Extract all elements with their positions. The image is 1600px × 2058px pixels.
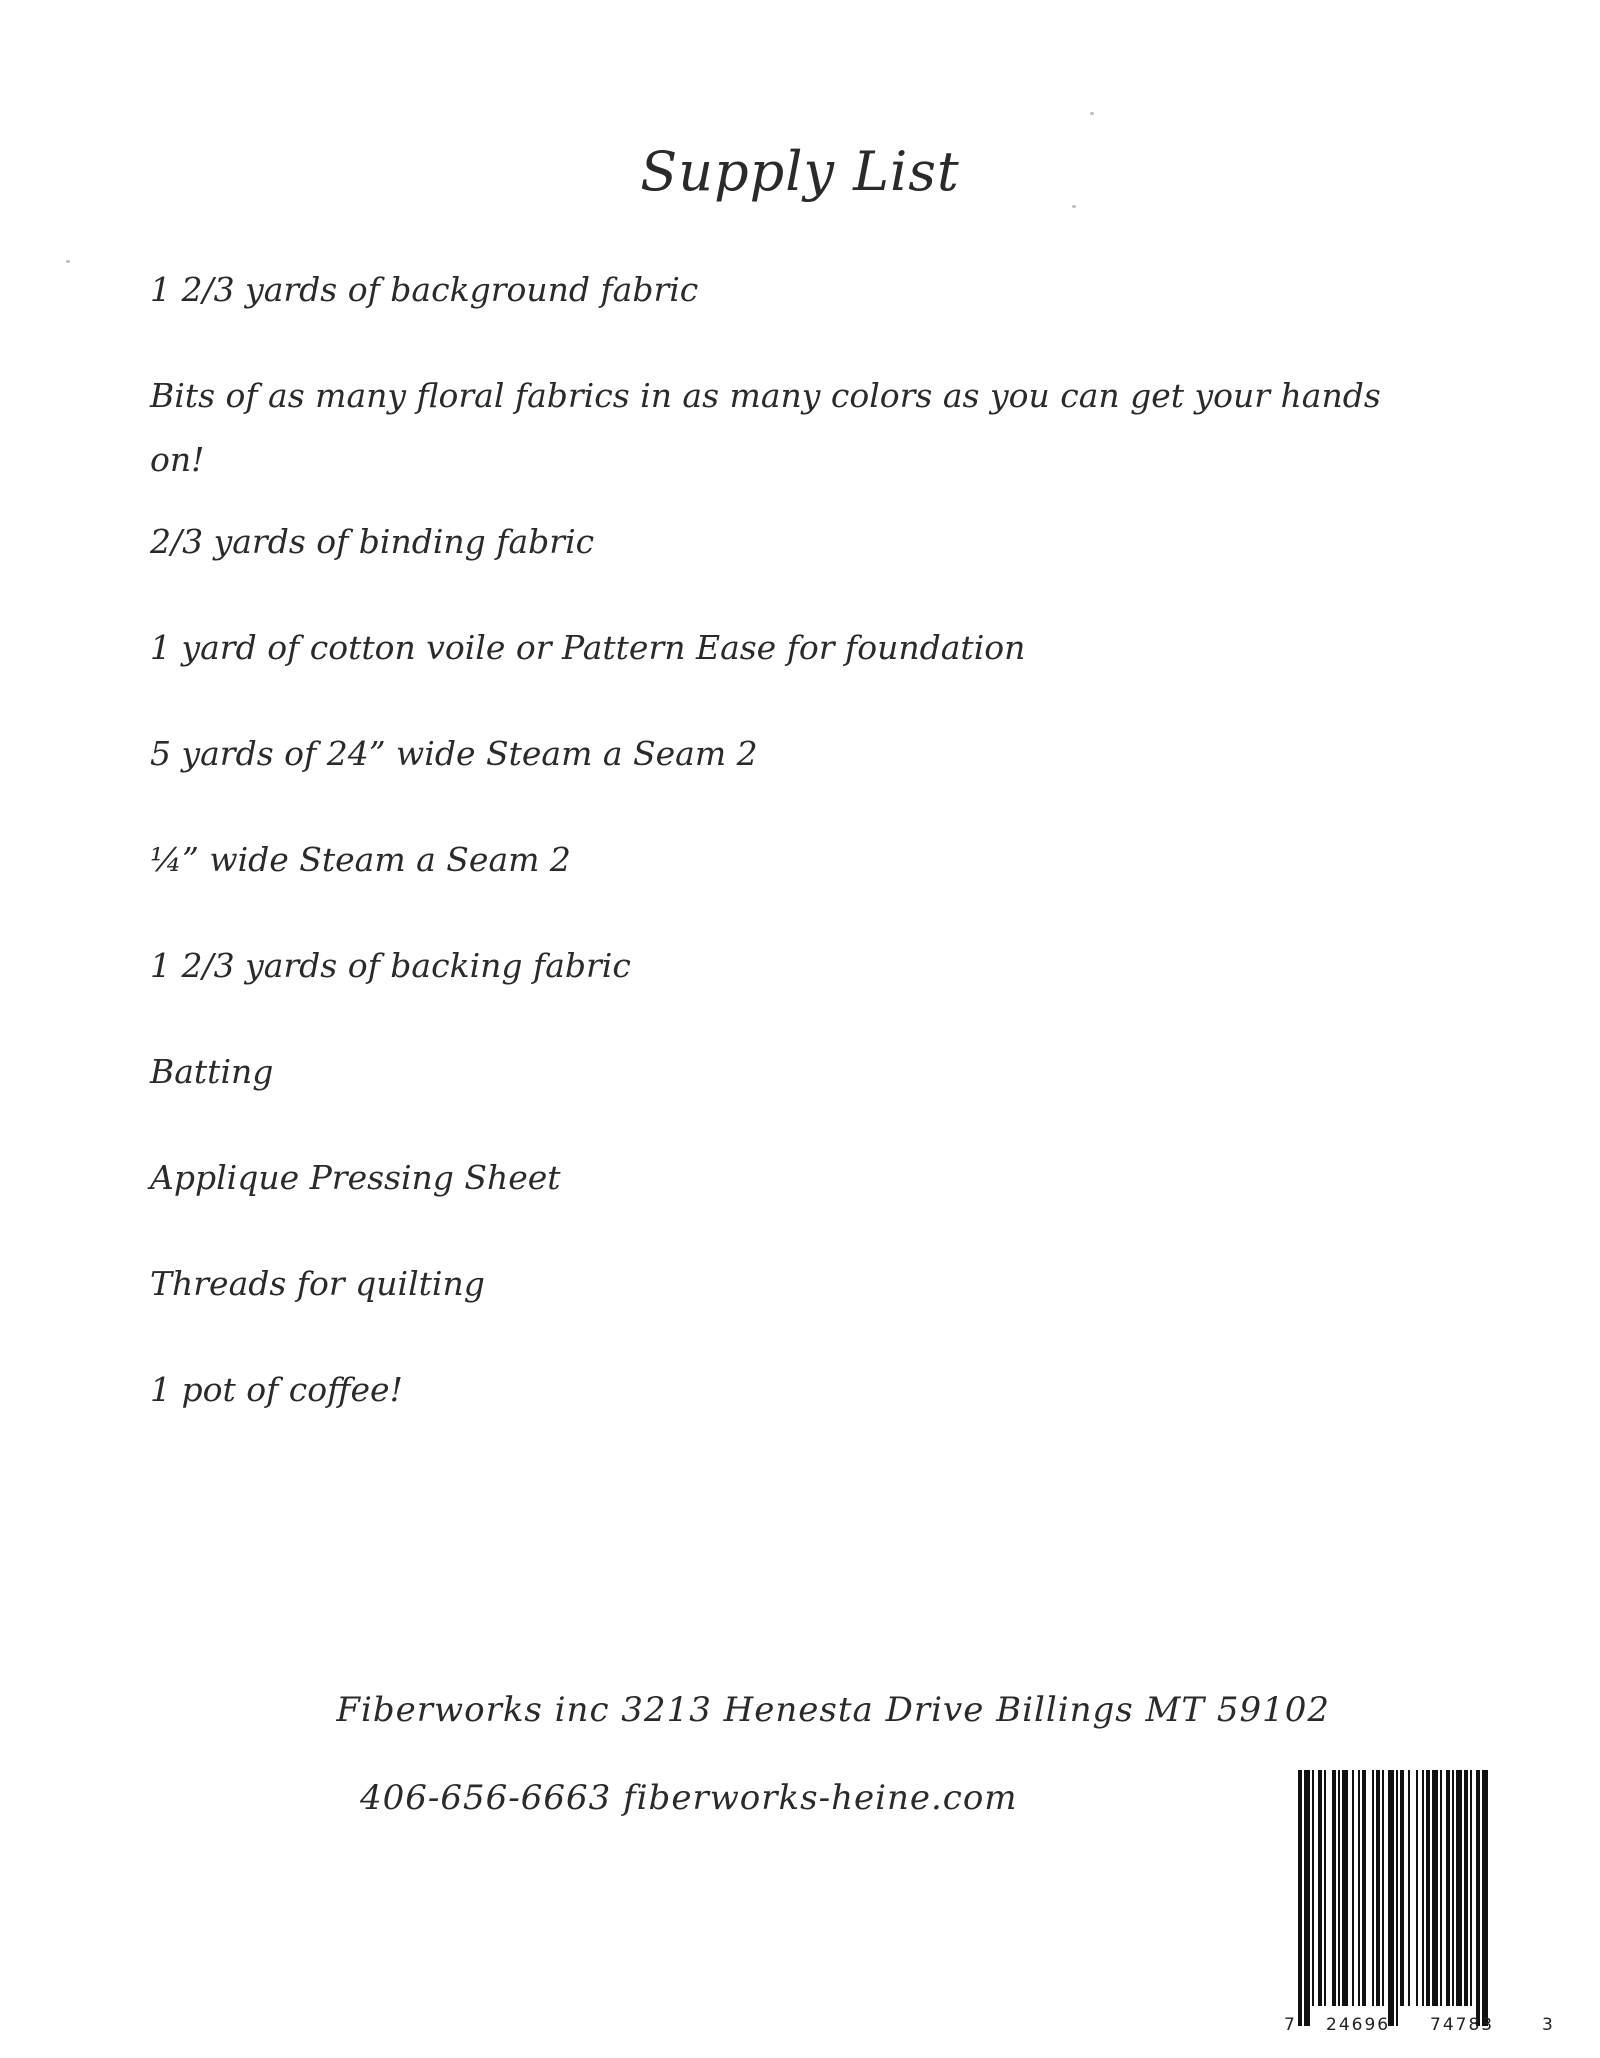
barcode-bar [1416, 1770, 1418, 2006]
barcode-bar [1312, 1770, 1314, 2006]
barcode-bar [1358, 1770, 1360, 2006]
supply-item: Batting [150, 1052, 274, 1091]
barcode-bar [1396, 1770, 1398, 2026]
barcode-bar [1452, 1770, 1454, 2006]
supply-item: 1 pot of coffee! [150, 1370, 403, 1409]
barcode-bar [1342, 1770, 1348, 2006]
supply-item: 1 2/3 yards of background fabric [150, 270, 699, 309]
supply-item: Bits of as many floral fabrics in as many colors as you can get your hands on! [150, 376, 1381, 479]
barcode-bar [1426, 1770, 1430, 2006]
barcode-digit-group-right: 74783 [1430, 2015, 1495, 2035]
supply-item: Applique Pressing Sheet [150, 1158, 561, 1197]
barcode-digit-check: 3 [1542, 2015, 1553, 2035]
barcode-bar [1382, 1770, 1384, 2006]
barcode-bar [1304, 1770, 1310, 2026]
barcode-digit-group-left: 24696 [1326, 2015, 1391, 2035]
supply-item: ¼” wide Steam a Seam 2 [150, 840, 571, 879]
supply-item: Threads for quilting [150, 1264, 485, 1303]
barcode-bars [1298, 1770, 1488, 2026]
paper-speck [1090, 112, 1094, 115]
barcode-bar [1372, 1770, 1374, 2006]
barcode-digit-system: 7 [1284, 2015, 1295, 2035]
barcode-bar [1476, 1770, 1480, 2026]
barcode-bar [1324, 1770, 1326, 2006]
paper-speck [66, 260, 70, 263]
page-title: Supply List [640, 140, 960, 203]
barcode [1280, 1762, 1560, 2042]
barcode-bar [1470, 1770, 1472, 2006]
barcode-bar [1318, 1770, 1322, 2006]
barcode-bar [1408, 1770, 1410, 2006]
barcode-bar [1338, 1770, 1340, 2006]
barcode-bar [1446, 1770, 1450, 2006]
barcode-bar [1422, 1770, 1424, 2006]
barcode-bar [1332, 1770, 1336, 2006]
barcode-bar [1388, 1770, 1394, 2026]
supply-item: 1 2/3 yards of backing fabric [150, 946, 631, 985]
barcode-bar [1482, 1770, 1488, 2026]
supply-list [150, 258, 1400, 1464]
barcode-bar [1432, 1770, 1438, 2006]
paper-speck [1072, 205, 1076, 208]
footer-contact: 406-656-6663 fiberworks-heine.com [360, 1778, 1018, 1818]
barcode-bar [1464, 1770, 1468, 2006]
barcode-bar [1400, 1770, 1404, 2006]
barcode-bar [1376, 1770, 1380, 2006]
supply-item: 1 yard of cotton voile or Pattern Ease for foundation [150, 628, 1026, 667]
footer-address: Fiberworks inc 3213 Henesta Drive Billings MT 59102 [336, 1690, 1330, 1730]
supply-item: 2/3 yards of binding fabric [150, 522, 595, 561]
barcode-bar [1456, 1770, 1462, 2006]
barcode-bar [1362, 1770, 1366, 2006]
barcode-bar [1352, 1770, 1354, 2006]
supply-item: 5 yards of 24” wide Steam a Seam 2 [150, 734, 758, 773]
barcode-bar [1298, 1770, 1302, 2026]
barcode-bar [1440, 1770, 1442, 2006]
